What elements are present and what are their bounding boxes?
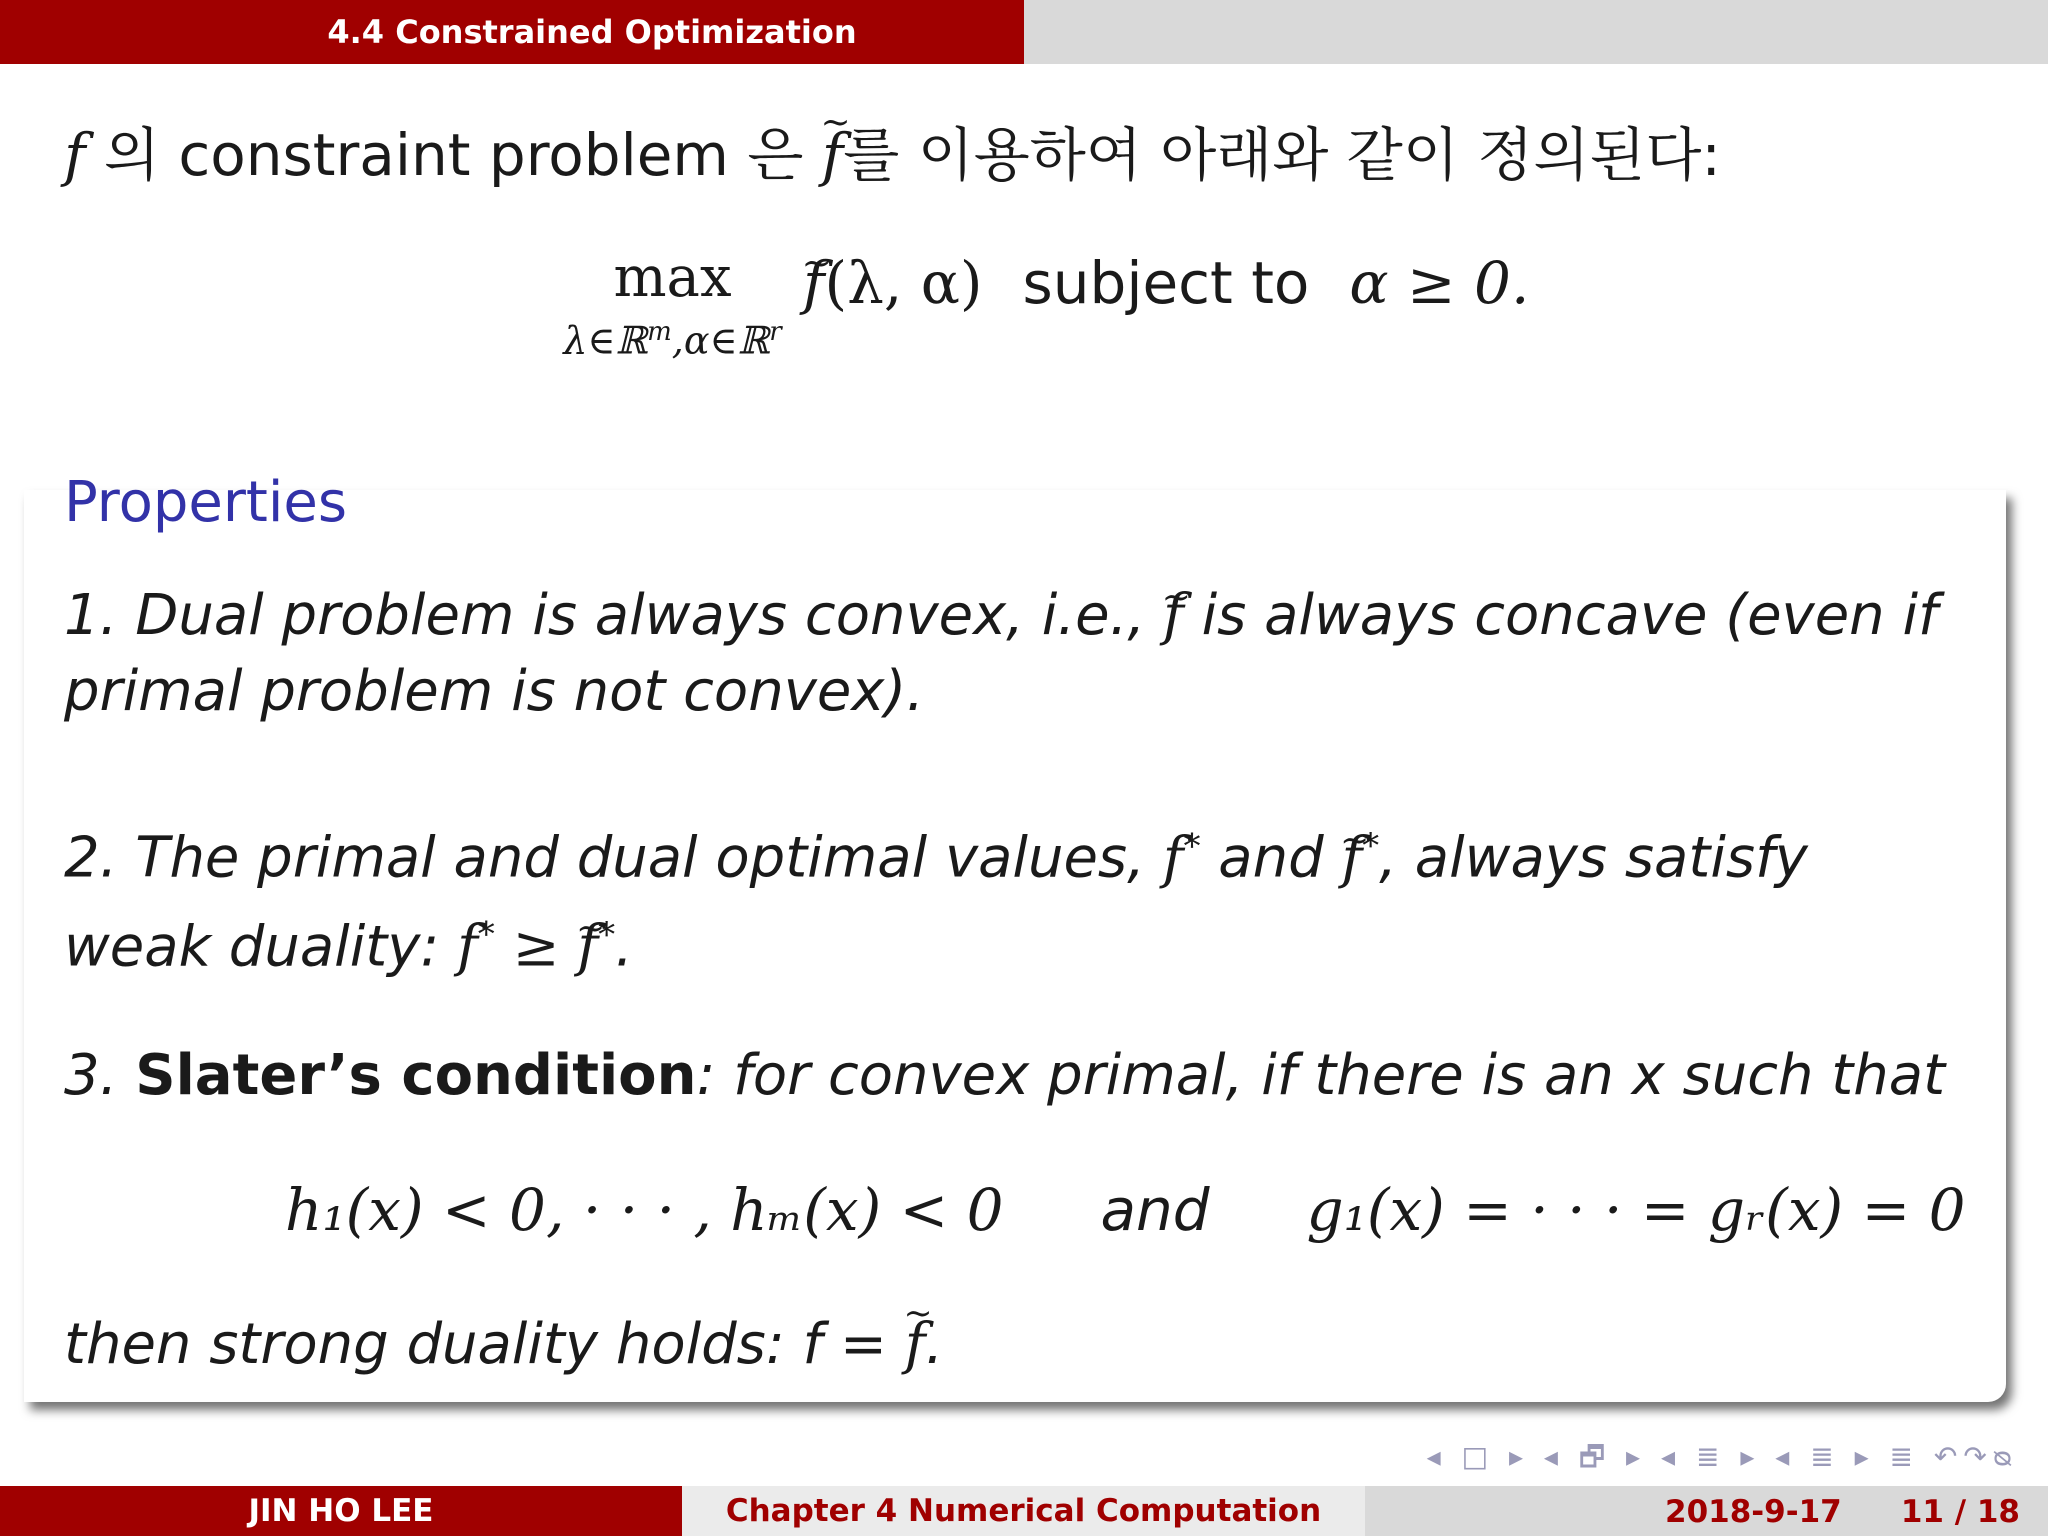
header-bar: [0, 0, 2048, 64]
f-tilde-symbol: ~ f: [803, 248, 824, 318]
f-tilde-symbol: ~ f: [822, 121, 843, 189]
footer-bar: [0, 1486, 2048, 1536]
strong-duality-line: then strong duality holds: f = ~ f.: [64, 1312, 943, 1377]
property-3: 3. Slater’s condition: for convex primal, if there is an x such that: [64, 1043, 1946, 1108]
intro-text-1: 의 constraint problem 은: [103, 121, 804, 189]
beamer-nav-controls[interactable]: ◂ □ ▸ ◂ 🗗 ▸ ◂ ≣ ▸ ◂ ≣ ▸ ≣ ↶↷ᴓ: [1426, 1440, 2018, 1473]
subject-to: subject to: [1022, 249, 1310, 317]
f-symbol: f: [64, 121, 86, 189]
slater-condition-equation: h₁(x) < 0, · · · , hₘ(x) < 0 and g₁(x) = · · · = gᵣ(x) = 0: [285, 1176, 1966, 1244]
constraint: α ≥ 0.: [1349, 249, 1530, 317]
slater-condition-label: Slater’s condition: [135, 1043, 697, 1108]
intro-text-2: 를 이용하여 아래와 같이 정의된다:: [843, 121, 1721, 189]
max-subscript: λ∈ℝ$^m$,α∈ℝ$^r$: [563, 317, 782, 363]
footer-page: 11 / 18: [1900, 1494, 2020, 1530]
property-2: 2. The primal and dual optimal values, f* and ~ f*, always satisfy weak duality: f* ≥ ~ f*.: [64, 808, 1964, 985]
max-operator: max λ∈ℝ$^m$,α∈ℝ$^r$: [545, 248, 800, 361]
section-title: 4.4 Constrained Optimization: [0, 0, 1024, 64]
footer-author: JIN HO LEE: [0, 1486, 682, 1536]
max-body: ~ f(λ, α) subject to α ≥ 0.: [803, 248, 1529, 318]
property-1: 1. Dual problem is always convex, i.e., ~ f is always concave (even if primal problem is not convex).: [64, 578, 1964, 730]
footer-date: 2018-9-17: [1665, 1494, 1842, 1530]
footer-chapter: Chapter 4 Numerical Computation: [682, 1486, 1365, 1536]
intro-line: [64, 108, 1721, 192]
properties-title: Properties: [64, 470, 348, 535]
footer-right: [1365, 1486, 2048, 1536]
